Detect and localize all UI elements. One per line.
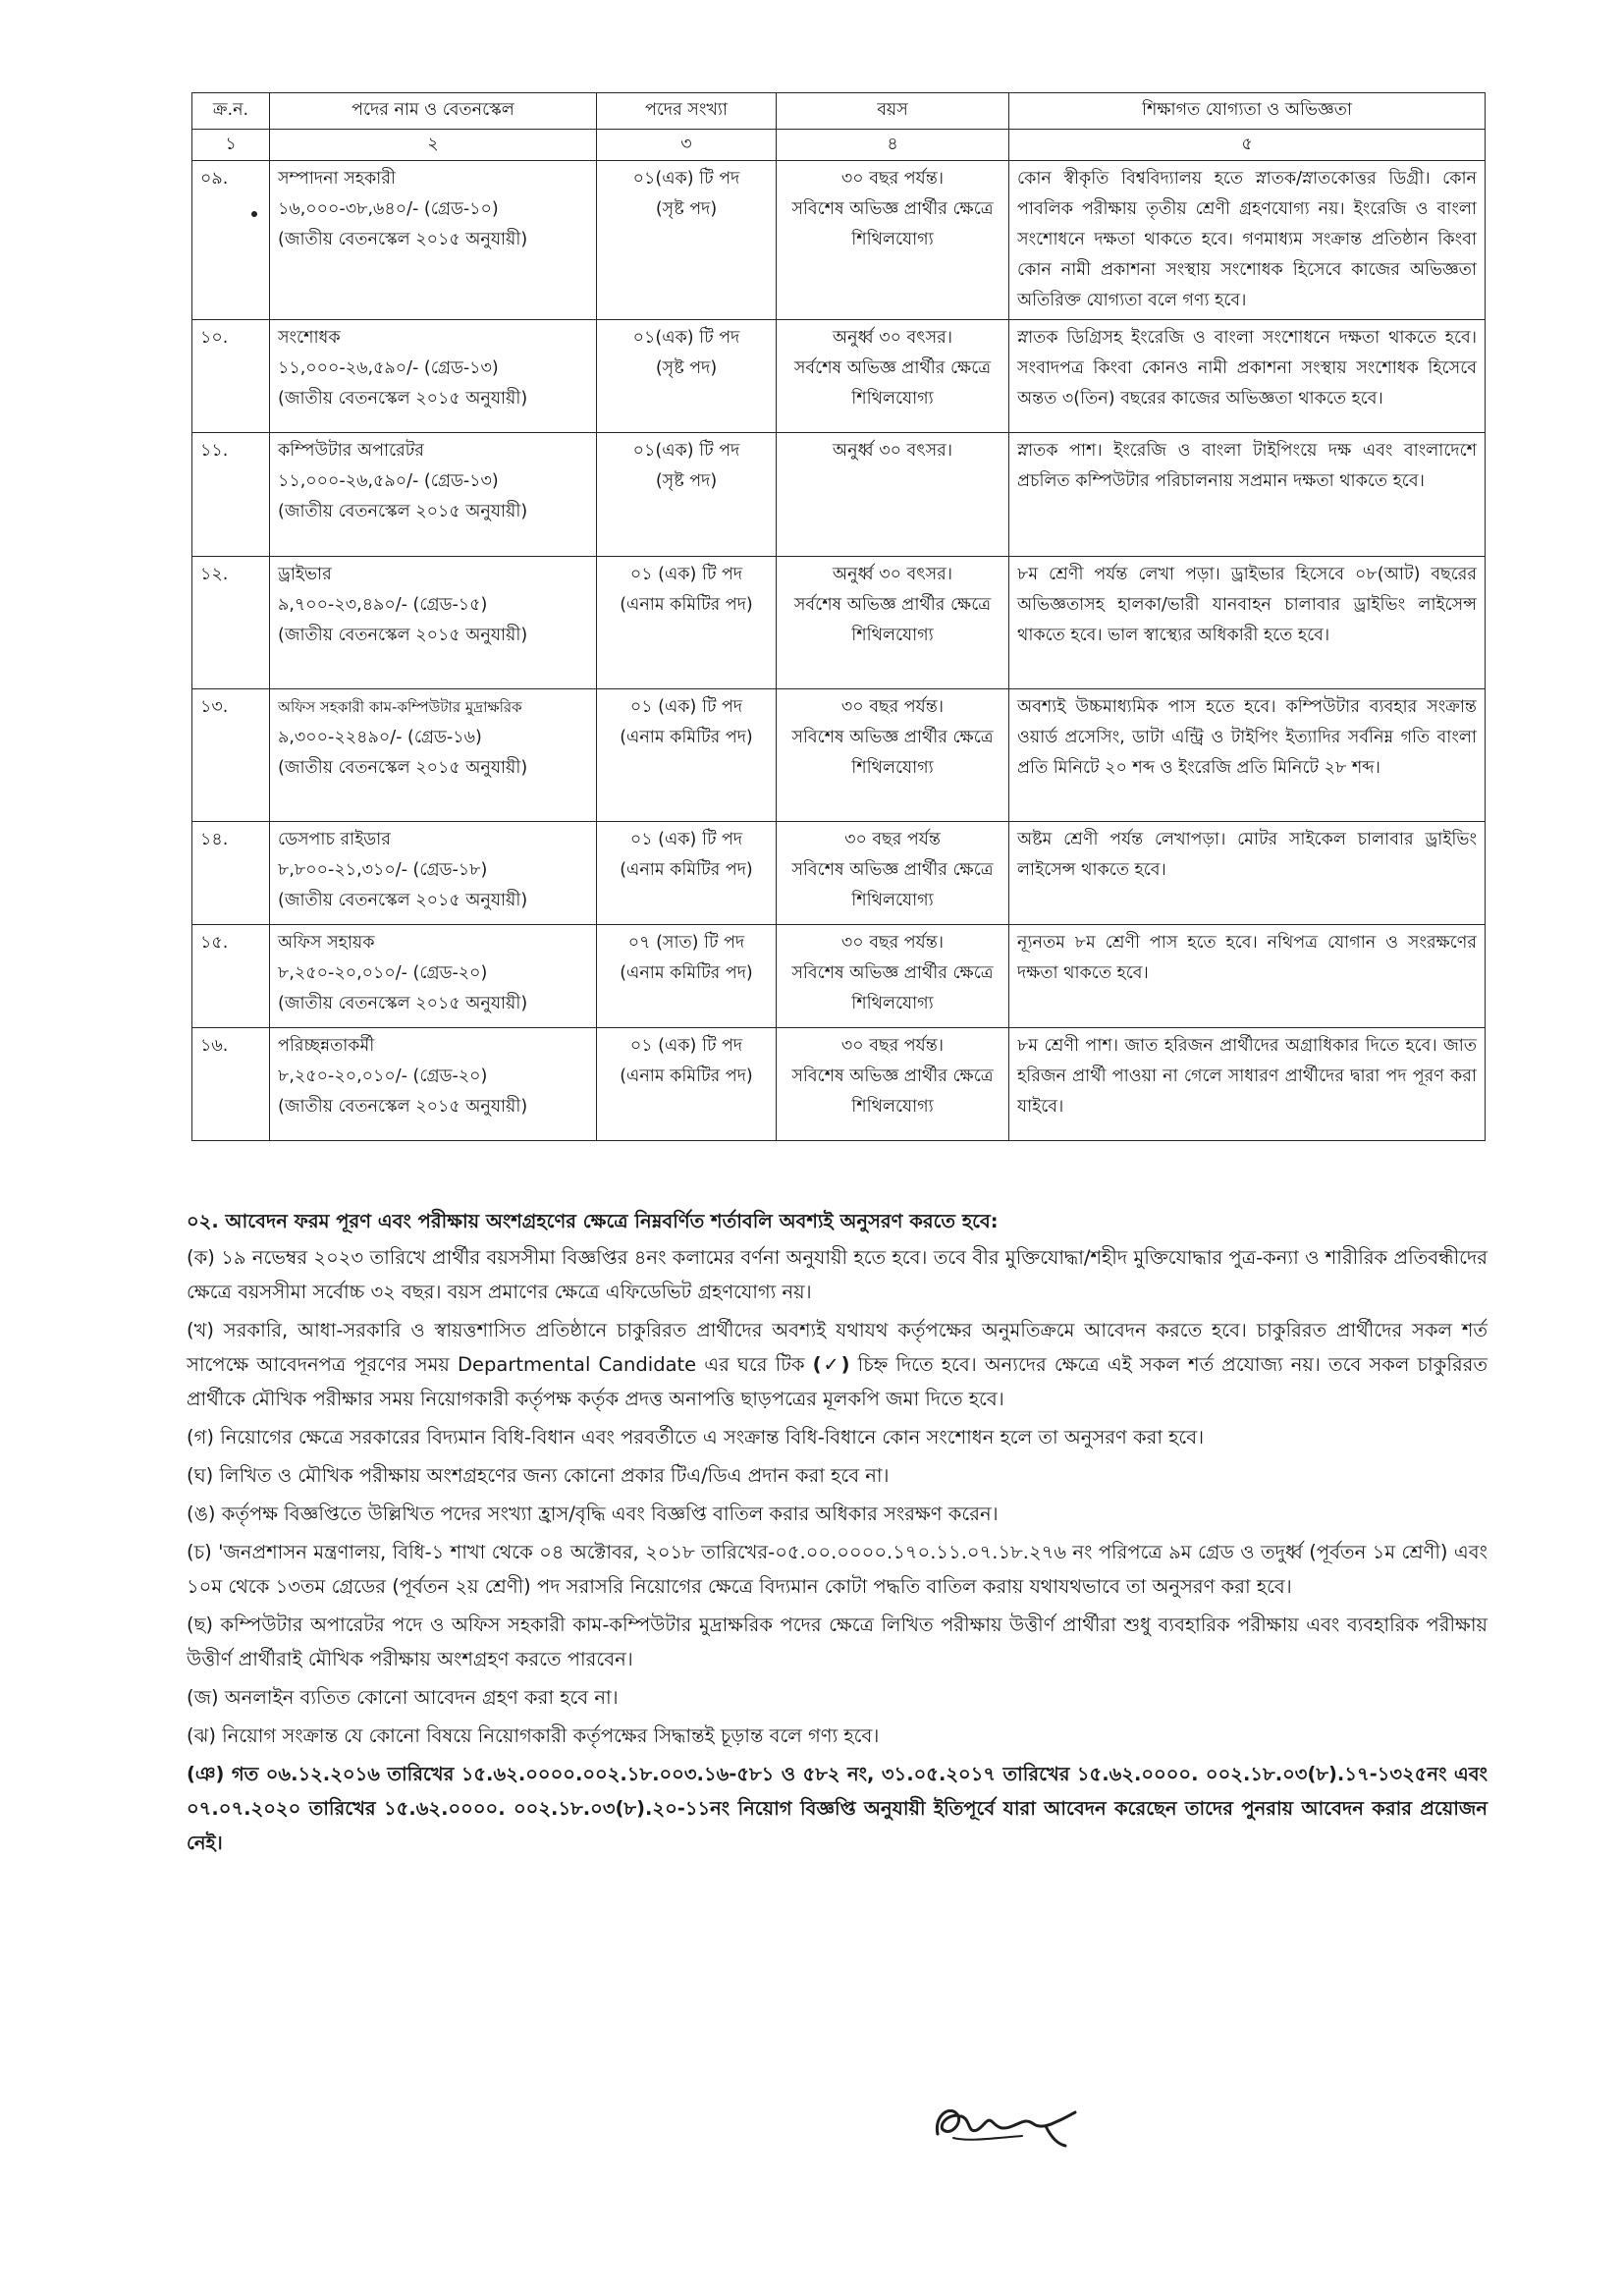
- qualification: অবশ্যই উচ্চমাধ্যমিক পাস হতে হবে। কম্পিউটার ব্যবহার সংক্রান্ত ওয়ার্ড প্রসেসিং, ডাটা এন্ট্রি ও টাইপিং ইত্যাদির সর্বনিম্ন গতি বাংলা প্রতি মিনিটে ২০ শব্দ ও ইংরেজি প্রতি মিনিটে ২৮ শব্দ।: [1009, 689, 1486, 822]
- row-serial: ১৬.: [192, 1028, 270, 1141]
- pay-scale: ১৬,০০০-৩৮,৬৪০/- (গ্রেড-১০): [278, 199, 499, 219]
- age-limit: অনুর্ধ্ব ৩০ বৎসর।: [832, 565, 953, 584]
- row-serial: ১০.: [192, 320, 270, 433]
- condition-kha-part1: (খ) সরকারি, আধা-সরকারি ও স্বায়ত্তশাসিত প্রতিষ্ঠানে চাকুরিরত প্রার্থীদের অবশ্যই যথাযথ কর্তৃপক্ষের অনুমতিক্রমে আবেদন করতে হবে। চাকুরিরত প্রার্থীদের সকল শর্ত সাপেক্ষে আবেদনপত্র পূরণের সময় Departmental Candidate এর ঘরে টিক: [187, 1319, 1488, 1376]
- post-count: ০১(এক) টি পদ: [632, 169, 740, 189]
- header-post-count: পদের সংখ্যা: [597, 93, 777, 130]
- count-cell: [597, 689, 777, 822]
- post-cell: [270, 557, 597, 689]
- qualification: ন্যূনতম ৮ম শ্রেণী পাস হতে হবে। নথিপত্র যোগান ও সংরক্ষণের দক্ষতা থাকতে হবে।: [1009, 925, 1486, 1028]
- condition-nya: (ঞ) গত ০৬.১২.২০১৬ তারিখের ১৫.৬২.০০০০.০০২.১৮.০০৩.১৬-৫৮১ ও ৫৮২ নং, ৩১.০৫.২০১৭ তারিখের ১৫.৬২.০০০০. ০০২.১৮.০৩(৮).১৭-১৩২৫নং এবং ০৭.০৭.২০২০ তারিখের ১৫.৬২.০০০০. ০০২.১৮.০৩(৮).২০-১১নং নিয়োগ বিজ্ঞপ্তি অনুযায়ী ইতিপূর্বে যারা আবেদন করেছেন তাদের পুনরায় আবেদন করার প্রয়োজন নেই।: [187, 1763, 1488, 1854]
- pay-scale: ১১,০০০-২৬,৫৯০/- (গ্রেড-১৩): [278, 358, 499, 378]
- age-limit: ৩০ বছর পর্যন্ত।: [840, 933, 945, 953]
- post-name: অফিস সহায়ক: [278, 933, 375, 953]
- post-cell: [270, 320, 597, 433]
- post-count: ০১ (এক) টি পদ: [629, 697, 743, 717]
- row-serial: ০৯.: [192, 161, 270, 320]
- age-cell: [777, 1028, 1009, 1141]
- condition-gha: (ঘ) লিখিত ও মৌখিক পরীক্ষায় অংশগ্রহণের জন্য কোনো প্রকার টিএ/ডিএ প্রদান করা হবে না।: [187, 1464, 890, 1487]
- table-header-row: [192, 93, 1486, 130]
- pay-scale-note: (জাতীয় বেতনস্কেল ২০১৫ অনুযায়ী): [278, 1097, 528, 1117]
- age-note: সবিশেষ অভিজ্ঞ প্রার্থীর ক্ষেত্রে শিথিলযোগ্য: [791, 199, 994, 249]
- qualification: ৮ম শ্রেণী পর্যন্ত লেখা পড়া। ড্রাইভার হিসেবে ০৮(আট) বছরের অভিজ্ঞতাসহ হালকা/ভারী যানবাহন চালাবার ড্রাইভিং লাইসেন্স থাকতে হবে। ভাল স্বাস্থ্যের অধিকারী হতে হবে।: [1009, 557, 1486, 689]
- age-limit: অনুর্ধ্ব ৩০ বৎসর।: [832, 441, 953, 461]
- count-cell: [597, 822, 777, 925]
- post-count-note: (সৃষ্ট পদ): [655, 358, 718, 378]
- age-limit: ৩০ বছর পর্যন্ত।: [840, 697, 945, 717]
- count-cell: [597, 1028, 777, 1141]
- age-cell: [777, 320, 1009, 433]
- age-limit: অনুর্ধ্ব ৩০ বৎসর।: [832, 328, 953, 348]
- age-limit: ৩০ বছর পর্যন্ত: [844, 830, 941, 849]
- application-conditions: [187, 1204, 1488, 1864]
- pay-scale-note: (জাতীয় বেতনস্কেল ২০১৫ অনুযায়ী): [278, 891, 528, 910]
- column-number: ১: [192, 130, 270, 161]
- pay-scale: ১১,০০০-২৬,৫৯০/- (গ্রেড-১৩): [278, 471, 499, 491]
- post-count-note: (সৃষ্ট পদ): [655, 471, 718, 491]
- pay-scale-note: (জাতীয় বেতনস্কেল ২০১৫ অনুযায়ী): [278, 626, 528, 645]
- condition-cha: (ছ) কম্পিউটার অপারেটর পদে ও অফিস সহকারী কাম-কম্পিউটার মুদ্রাক্ষরিক পদের ক্ষেত্রে লিখিত পরীক্ষায় উত্তীর্ণ প্রার্থীরা শুধু ব্যবহারিক পরীক্ষায় এবং ব্যবহারিক পরীক্ষায় উত্তীর্ণ প্রার্থীরাই মৌখিক পরীক্ষায় অংশগ্রহণ করতে পারবেন।: [187, 1613, 1488, 1670]
- age-limit: ৩০ বছর পর্যন্ত।: [840, 169, 945, 189]
- condition-kha: [187, 1313, 1488, 1416]
- post-count: ০১ (এক) টি পদ: [629, 1036, 743, 1056]
- header-serial: ক্র.ন.: [192, 93, 270, 130]
- column-number: ৪: [777, 130, 1009, 161]
- column-number: ২: [270, 130, 597, 161]
- post-count-note: (এনাম কমিটির পদ): [620, 1066, 753, 1086]
- count-cell: [597, 557, 777, 689]
- post-name: অফিস সহকারী কাম-কম্পিউটার মুদ্রাক্ষরিক: [278, 698, 522, 716]
- pay-scale-note: (জাতীয় বেতনস্কেল ২০১৫ অনুযায়ী): [278, 230, 528, 249]
- post-count: ০১ (এক) টি পদ: [629, 565, 743, 584]
- qualification: স্নাতক পাশ। ইংরেজি ও বাংলা টাইপিংয়ে দক্ষ এবং বাংলাদেশে প্রচলিত কম্পিউটার পরিচালনায় সপ্রমান দক্ষতা থাকতে হবে।: [1009, 433, 1486, 557]
- post-count: ০১(এক) টি পদ: [632, 441, 740, 461]
- post-cell: [270, 689, 597, 822]
- table-row: [192, 822, 1486, 925]
- age-note: সর্বশেষ অভিজ্ঞ প্রার্থীর ক্ষেত্রে শিথিলযোগ্য: [793, 595, 992, 645]
- age-cell: [777, 822, 1009, 925]
- age-cell: [777, 689, 1009, 822]
- post-count-note: (সৃষ্ট পদ): [655, 199, 718, 219]
- post-name: পরিচ্ছন্নতাকর্মী: [278, 1036, 375, 1056]
- table-row: [192, 925, 1486, 1028]
- age-note: সবিশেষ অভিজ্ঞ প্রার্থীর ক্ষেত্রে শিথিলযোগ্য: [791, 1066, 994, 1117]
- condition-ga: (গ) নিয়োগের ক্ষেত্রে সরকারের বিদ্যমান বিধি-বিধান এবং পরবর্তীতে এ সংক্রান্ত বিধি-বিধানে কোন সংশোধন হলে তা অনুসরণ করা হবে।: [187, 1426, 1205, 1449]
- post-name: কম্পিউটার অপারেটর: [278, 441, 424, 461]
- header-qualification: শিক্ষাগত যোগ্যতা ও অভিজ্ঞতা: [1009, 93, 1486, 130]
- pay-scale: ৮,২৫০-২০,০১০/- (গ্রেড-২০): [278, 1066, 488, 1086]
- count-cell: [597, 320, 777, 433]
- post-cell: [270, 161, 597, 320]
- age-note: সর্বশেষ অভিজ্ঞ প্রার্থীর ক্ষেত্রে শিথিলযোগ্য: [793, 358, 992, 409]
- post-name: সংশোধক: [278, 328, 341, 348]
- post-name: ড্রাইভার: [278, 565, 332, 584]
- table-row: [192, 689, 1486, 822]
- pay-scale-note: (জাতীয় বেতনস্কেল ২০১৫ অনুযায়ী): [278, 994, 528, 1013]
- count-cell: [597, 161, 777, 320]
- age-cell: [777, 925, 1009, 1028]
- post-cell: [270, 822, 597, 925]
- age-cell: [777, 433, 1009, 557]
- post-name: ডেসপাচ রাইডার: [278, 830, 391, 849]
- age-note: সবিশেষ অভিজ্ঞ প্রার্থীর ক্ষেত্রে শিথিলযোগ্য: [791, 963, 994, 1013]
- count-cell: [597, 925, 777, 1028]
- qualification: স্নাতক ডিগ্রিসহ ইংরেজি ও বাংলা সংশোধনে দক্ষতা থাকতে হবে। সংবাদপত্র কিংবা কোনও নামী প্রকাশনা সংস্থায় সংশোধক হিসেবে অন্তত ৩(তিন) বছরের কাজের অভিজ্ঞতা থাকতে হবে।: [1009, 320, 1486, 433]
- conditions-heading: ০২. আবেদন ফরম পূরণ এবং পরীক্ষায় অংশগ্রহণের ক্ষেত্রে নিম্নবর্ণিত শর্তাবলি অবশ্যই অনুসরণ করতে হবে:: [187, 1210, 999, 1232]
- post-count: ০৭ (সাত) টি পদ: [627, 933, 745, 953]
- post-count-note: (এনাম কমিটির পদ): [620, 728, 753, 747]
- table-row: [192, 557, 1486, 689]
- pay-scale: ৯,৩০০-২২৪৯০/- (গ্রেড-১৬): [278, 728, 482, 747]
- pay-scale: ৮,৮০০-২১,৩১০/- (গ্রেড-১৮): [278, 860, 488, 880]
- post-name: সম্পাদনা সহকারী: [278, 169, 396, 189]
- column-number: ৫: [1009, 130, 1486, 161]
- condition-ka: (ক) ১৯ নভেম্বর ২০২৩ তারিখে প্রার্থীর বয়সসীমা বিজ্ঞপ্তির ৪নং কলামের বর্ণনা অনুযায়ী হতে হবে। তবে বীর মুক্তিযোদ্ধা/শহীদ মুক্তিযোদ্ধার পুত্র-কন্যা ও শারীরিক প্রতিবন্ধীদের ক্ষেত্রে বয়সসীমা সর্বোচ্চ ৩২ বছর। বয়স প্রমাণের ক্ষেত্রে এফিডেভিট গ্রহণযোগ্য নয়।: [187, 1246, 1488, 1303]
- condition-kha-part2: চিহ্ন দিতে হবে। অন্যদের ক্ষেত্রে এই সকল শর্ত প্রযোজ্য নয়। তবে সকল চাকুরিরত প্রার্থীকে মৌখিক পরীক্ষার সময় নিয়োগকারী কর্তৃপক্ষ কর্তৃক প্রদত্ত অনাপত্তি ছাড়পত্রের মূলকপি জমা দিতে হবে।: [187, 1353, 1488, 1410]
- post-count-note: (এনাম কমিটির পদ): [620, 963, 753, 983]
- pay-scale: ৯,৭০০-২৩,৪৯০/- (গ্রেড-১৫): [278, 595, 488, 615]
- age-cell: [777, 161, 1009, 320]
- pay-scale-note: (জাতীয় বেতনস্কেল ২০১৫ অনুযায়ী): [278, 758, 528, 778]
- post-cell: [270, 433, 597, 557]
- qualification: ৮ম শ্রেণী পাশ। জাত হরিজন প্রার্থীদের অগ্রাধিকার দিতে হবে। জাত হরিজন প্রার্থী পাওয়া না গেলে সাধারণ প্রার্থীদের দ্বারা পদ পূরণ করা যাইবে।: [1009, 1028, 1486, 1141]
- age-note: সবিশেষ অভিজ্ঞ প্রার্থীর ক্ষেত্রে শিথিলযোগ্য: [791, 728, 994, 778]
- qualification: কোন স্বীকৃতি বিশ্ববিদ্যালয় হতে স্নাতক/স্নাতকোত্তর ডিগ্রী। কোন পাবলিক পরীক্ষায় তৃতীয় শ্রেণী গ্রহণযোগ্য নয়। ইংরেজি ও বাংলা সংশোধনে দক্ষতা থাকতে হবে। গণমাধ্যম সংক্রান্ত প্রতিষ্ঠান কিংবা কোন নামী প্রকাশনা সংস্থায় সংশোধক হিসেবে কাজের অভিজ্ঞতা অতিরিক্ত যোগ্যতা বলে গণ্য হবে।: [1009, 161, 1486, 320]
- condition-uma: (ঙ) কর্তৃপক্ষ বিজ্ঞপ্তিতে উল্লিখিত পদের সংখ্যা হ্রাস/বৃদ্ধি এবং বিজ্ঞপ্তি বাতিল করার অধিকার সংরক্ষণ করেন।: [187, 1503, 999, 1525]
- header-post-name: পদের নাম ও বেতনস্কেল: [270, 93, 597, 130]
- row-serial: ১৩.: [192, 689, 270, 822]
- count-cell: [597, 433, 777, 557]
- table-row: [192, 320, 1486, 433]
- condition-jha: (ঝ) নিয়োগ সংক্রান্ত যে কোনো বিষয়ে নিয়োগকারী কর্তৃপক্ষের সিদ্ধান্তই চূড়ান্ত বলে গণ্য হবে।: [187, 1724, 880, 1747]
- post-count-note: (এনাম কমিটির পদ): [620, 595, 753, 615]
- column-number-row: [192, 130, 1486, 161]
- table-row: [192, 161, 1486, 320]
- table-row: [192, 433, 1486, 557]
- post-cell: [270, 1028, 597, 1141]
- table-row: [192, 1028, 1486, 1141]
- row-serial: ১৪.: [192, 822, 270, 925]
- row-serial: ১৫.: [192, 925, 270, 1028]
- age-note: সবিশেষ অভিজ্ঞ প্রার্থীর ক্ষেত্রে শিথিলযোগ্য: [791, 860, 994, 910]
- row-serial: ১১.: [192, 433, 270, 557]
- check-mark-icon: (✓): [812, 1353, 850, 1376]
- qualification: অষ্টম শ্রেণী পর্যন্ত লেখাপড়া। মোটর সাইকেল চালাবার ড্রাইভিং লাইসেন্স থাকতে হবে।: [1009, 822, 1486, 925]
- condition-ja: (জ) অনলাইন ব্যতিত কোনো আবেদন গ্রহণ করা হবে না।: [187, 1686, 619, 1709]
- post-count: ০১(এক) টি পদ: [632, 328, 740, 348]
- pay-scale-note: (জাতীয় বেতনস্কেল ২০১৫ অনুযায়ী): [278, 389, 528, 409]
- post-cell: [270, 925, 597, 1028]
- posts-table: [191, 92, 1486, 1141]
- pay-scale-note: (জাতীয় বেতনস্কেল ২০১৫ অনুযায়ী): [278, 502, 528, 521]
- post-count: ০১ (এক) টি পদ: [629, 830, 743, 849]
- pay-scale: ৮,২৫০-২০,০১০/- (গ্রেড-২০): [278, 963, 488, 983]
- header-age: বয়স: [777, 93, 1009, 130]
- post-count-note: (এনাম কমিটির পদ): [620, 860, 753, 880]
- age-limit: ৩০ বছর পর্যন্ত।: [840, 1036, 945, 1056]
- column-number: ৩: [597, 130, 777, 161]
- row-serial: ১২.: [192, 557, 270, 689]
- condition-ca: (চ) 'জনপ্রশাসন মন্ত্রণালয়, বিধি-১ শাখা থেকে ০৪ অক্টোবর, ২০১৮ তারিখের-০৫.০০.০০০০.১৭০.১১.০৭.১৮.২৭৬ নং পরিপত্রে ৯ম গ্রেড ও তদুর্ধ্ব (পূর্বতন ১ম শ্রেণী) এবং ১০ম থেকে ১৩তম গ্রেডের (পূর্বতন ২য় শ্রেণী) পদ সরাসরি নিয়োগের ক্ষেত্রে বিদ্যমান কোটা পদ্ধতি বাতিল করায় যথাযথভাবে তা অনুসরণ করা হবে।: [187, 1541, 1488, 1598]
- handwritten-signature: [928, 2087, 1100, 2156]
- age-cell: [777, 557, 1009, 689]
